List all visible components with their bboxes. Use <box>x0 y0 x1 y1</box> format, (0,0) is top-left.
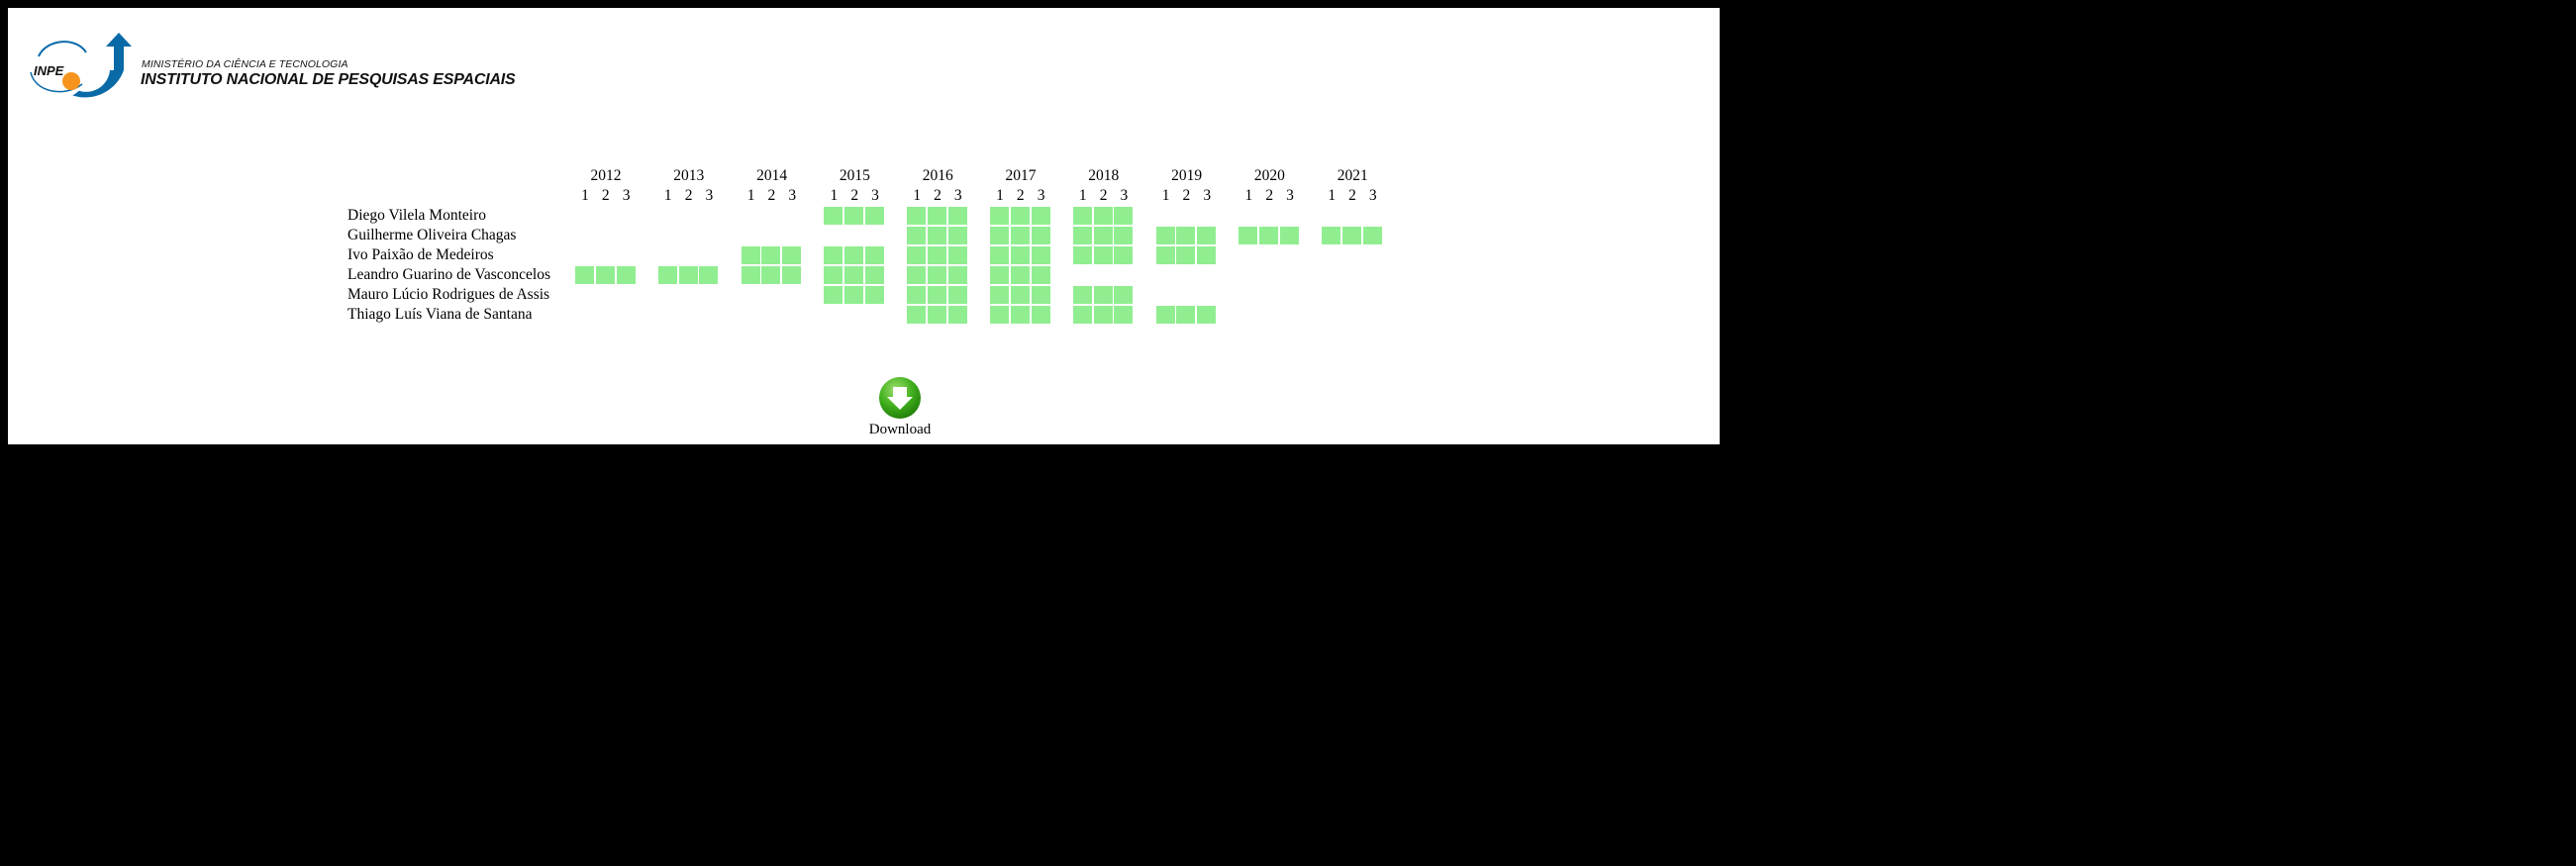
activity-cell <box>844 266 863 284</box>
page <box>8 8 1720 444</box>
activity-cell <box>1156 227 1175 244</box>
year-header: 2017 <box>1005 167 1037 184</box>
trimester-header: 3 <box>871 187 879 204</box>
person-name: Guilherme Oliveira Chagas <box>347 227 517 243</box>
activity-cell <box>928 306 946 324</box>
activity-cell <box>907 207 926 225</box>
activity-cell <box>948 286 967 304</box>
activity-cell <box>1073 227 1092 244</box>
year-header: 2013 <box>673 167 705 184</box>
trimester-header: 1 <box>746 187 755 204</box>
activity-cell <box>865 286 884 304</box>
year-header: 2018 <box>1088 167 1120 184</box>
person-name: Diego Vilela Monteiro <box>347 207 486 224</box>
activity-cell <box>865 266 884 284</box>
activity-cell <box>907 306 926 324</box>
activity-cell <box>865 207 884 225</box>
activity-cell <box>1094 246 1113 264</box>
activity-cell <box>1176 227 1195 244</box>
activity-cell <box>1114 246 1133 264</box>
activity-cell <box>782 246 801 264</box>
activity-cell <box>1197 246 1216 264</box>
year-header: 2015 <box>839 167 870 184</box>
activity-cell <box>824 266 842 284</box>
activity-cell <box>782 266 801 284</box>
activity-cell <box>948 306 967 324</box>
activity-cell <box>1073 306 1092 324</box>
trimester-header: 3 <box>1120 187 1129 204</box>
activity-cell <box>928 286 946 304</box>
activity-cell <box>1073 286 1092 304</box>
trimester-header: 1 <box>663 187 672 204</box>
activity-cell <box>1114 286 1133 304</box>
activity-cell <box>658 266 677 284</box>
activity-cell <box>1073 246 1092 264</box>
activity-cell <box>907 227 926 244</box>
activity-cell <box>990 246 1009 264</box>
trimester-header: 2 <box>934 187 941 204</box>
activity-cell <box>1073 207 1092 225</box>
person-name: Mauro Lúcio Rodrigues de Assis <box>347 286 550 303</box>
activity-cell <box>844 286 863 304</box>
activity-cell <box>1197 227 1216 244</box>
trimester-header: 1 <box>1244 187 1253 204</box>
activity-cell <box>907 246 926 264</box>
trimester-header: 1 <box>1328 187 1337 204</box>
year-header: 2021 <box>1337 167 1368 184</box>
activity-cell <box>1032 227 1050 244</box>
trimester-header: 2 <box>850 187 859 204</box>
activity-cell <box>1011 266 1030 284</box>
trimester-header: 2 <box>1182 187 1191 204</box>
activity-cell <box>990 266 1009 284</box>
activity-cell <box>1011 207 1030 225</box>
activity-cell <box>824 246 842 264</box>
trimester-header: 3 <box>622 187 631 204</box>
activity-cell <box>1259 227 1278 244</box>
logo-mark-text: INPE <box>34 63 64 78</box>
activity-cell <box>990 207 1009 225</box>
download-button[interactable] <box>855 376 944 445</box>
activity-cell <box>990 286 1009 304</box>
activity-cell <box>1032 286 1050 304</box>
activity-cell <box>761 246 780 264</box>
activity-cell <box>617 266 636 284</box>
activity-cell <box>1238 227 1257 244</box>
activity-cell <box>1114 306 1133 324</box>
trimester-header: 2 <box>1016 187 1025 204</box>
trimester-header: 1 <box>581 187 589 204</box>
trimester-header: 3 <box>1286 187 1294 204</box>
activity-cell <box>928 246 946 264</box>
activity-cell <box>844 207 863 225</box>
activity-cell <box>1114 227 1133 244</box>
year-header: 2014 <box>756 167 788 184</box>
trimester-header: 2 <box>1348 187 1356 204</box>
activity-cell <box>1280 227 1299 244</box>
activity-cell <box>1197 306 1216 324</box>
year-header: 2019 <box>1171 167 1203 184</box>
activity-cell <box>1156 246 1175 264</box>
activity-cell <box>928 207 946 225</box>
activity-cell <box>1011 306 1030 324</box>
activity-cell <box>907 266 926 284</box>
activity-cell <box>1094 207 1113 225</box>
trimester-header: 3 <box>788 187 797 204</box>
trimester-header: 2 <box>1099 187 1108 204</box>
activity-cell <box>990 227 1009 244</box>
ministry-name: MINISTÉRIO DA CIÊNCIA E TECNOLOGIA <box>142 58 348 70</box>
activity-cell <box>1156 306 1175 324</box>
activity-cell <box>1032 306 1050 324</box>
activity-cell <box>1114 207 1133 225</box>
year-header: 2016 <box>922 167 953 184</box>
trimester-header: 2 <box>684 187 693 204</box>
activity-cell <box>865 246 884 264</box>
activity-cell <box>1094 227 1113 244</box>
activity-cell <box>1011 227 1030 244</box>
activity-cell <box>1176 246 1195 264</box>
year-header: 2012 <box>590 167 622 184</box>
activity-cell <box>824 207 842 225</box>
trimester-header: 1 <box>830 187 839 204</box>
person-name: Leandro Guarino de Vasconcelos <box>347 266 551 283</box>
trimester-header: 2 <box>767 187 776 204</box>
activity-cell <box>907 286 926 304</box>
activity-cell <box>596 266 615 284</box>
activity-cell <box>1032 266 1050 284</box>
activity-cell <box>928 266 946 284</box>
activity-cell <box>1011 246 1030 264</box>
person-name: Thiago Luís Viana de Santana <box>347 306 533 323</box>
activity-cell <box>1094 286 1113 304</box>
activity-cell <box>742 246 760 264</box>
trimester-header: 3 <box>705 187 714 204</box>
activity-cell <box>742 266 760 284</box>
trimester-header: 3 <box>1037 187 1045 204</box>
activity-cell <box>1011 286 1030 304</box>
activity-cell <box>1032 207 1050 225</box>
trimester-header: 3 <box>1203 187 1212 204</box>
trimester-header: 3 <box>953 187 962 204</box>
activity-cell <box>761 266 780 284</box>
activity-cell <box>928 227 946 244</box>
activity-cell <box>948 246 967 264</box>
activity-cell <box>948 227 967 244</box>
download-label: Download <box>868 422 932 437</box>
activity-cell <box>575 266 594 284</box>
trimester-header: 2 <box>1265 187 1274 204</box>
activity-cell <box>824 286 842 304</box>
institute-name: INSTITUTO NACIONAL DE PESQUISAS ESPACIAIS <box>141 71 516 88</box>
activity-cell <box>844 246 863 264</box>
person-name: Ivo Paixão de Medeiros <box>347 246 494 263</box>
trimester-header: 3 <box>1368 187 1377 204</box>
year-header: 2020 <box>1253 167 1285 184</box>
activity-cell <box>1342 227 1361 244</box>
trimester-header: 1 <box>1078 187 1087 204</box>
activity-cell <box>990 306 1009 324</box>
trimester-header: 1 <box>913 187 922 204</box>
activity-cell <box>1322 227 1340 244</box>
trimester-header: 1 <box>1161 187 1170 204</box>
activity-cell <box>679 266 698 284</box>
activity-cell <box>1094 306 1113 324</box>
activity-cell <box>1176 306 1195 324</box>
activity-cell <box>1032 246 1050 264</box>
download-arrow-icon <box>878 376 922 420</box>
activity-cell <box>948 207 967 225</box>
trimester-header: 1 <box>996 187 1004 204</box>
trimester-header: 2 <box>601 187 610 204</box>
activity-cell <box>1363 227 1382 244</box>
activity-cell <box>699 266 718 284</box>
activity-cell <box>948 266 967 284</box>
